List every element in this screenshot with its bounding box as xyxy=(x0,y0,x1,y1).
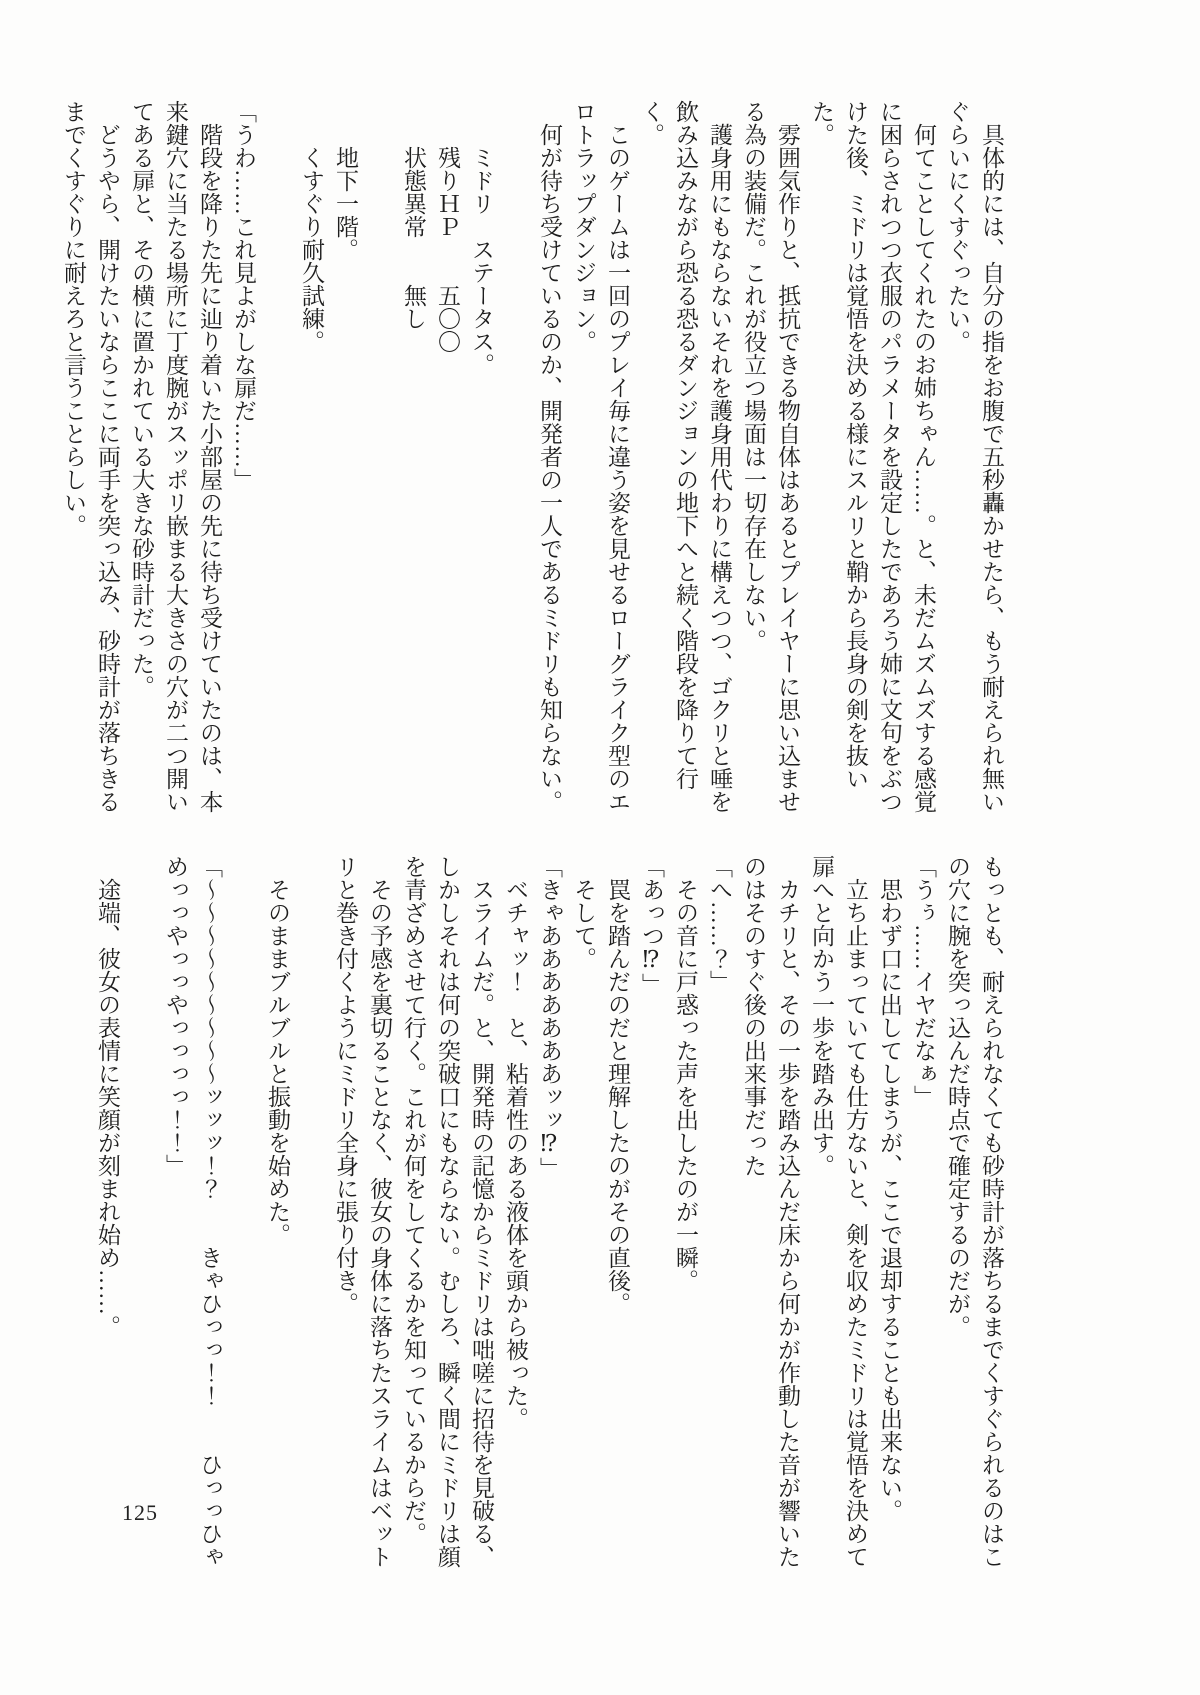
paragraph: 階段を降りた先に辿り着いた小部屋の先に待ち受けていたのは、本来鍵穴に当たる場所に丁度腕がスッポリ嵌まる大きさの穴が二つ開いてある扉と、その横に置かれている大きな砂時計だった。 xyxy=(129,100,222,813)
paragraph: くすぐり耐久試練。 xyxy=(299,146,324,353)
paragraph: 「へ……？」 xyxy=(707,855,732,993)
paragraph: その音に戸惑った声を出したのが一瞬。 xyxy=(673,878,698,1292)
paragraph: ベチャッ！ と、粘着性のある液体を頭から被った。 xyxy=(503,878,528,1430)
paragraph: 思わず口に出してしまうが、ここで退却することも出来ない。 xyxy=(877,878,902,1522)
paragraph: 具体的には、自分の指をお腹で五秒轟かせたら、もう耐えられ無いぐらいにくすぐったい。 xyxy=(945,100,1004,813)
paragraph: 「あっつ⁉」 xyxy=(639,855,664,996)
paragraph: 「きゃあああああああッッ⁉」 xyxy=(537,855,562,1180)
paragraph: 地下一階。 xyxy=(333,146,358,261)
paragraph: どうやら、開けたいならここに両手を突っ込み、砂時計が落ちきるまでくすぐりに耐えろと言うことらしい。 xyxy=(61,100,120,813)
paragraph: そのままブルブルと振動を始めた。 xyxy=(265,878,290,1246)
paragraph: 状態異常 無し xyxy=(401,146,426,330)
paragraph: 護身用にもならないそれを護身用代わりに構えつつ、ゴクリと唾を飲み込みながら恐る恐るダンジョンの地下へと続く階段を降りて行く。 xyxy=(639,100,732,813)
paragraph: 「うわ……これ見よがしな扉だ……」 xyxy=(231,100,256,491)
paragraph: 何てことしてくれたのお姉ちゃん……。と、未だムズムズする感覚に困らされつつ衣服のパラメータを設定したであろう姉に文句をぶつけた後、ミドリは覚悟を決める様にスルリと鞘から長身の剣を抜いた。 xyxy=(809,100,936,813)
bottom-text-block xyxy=(90,855,1008,1568)
paragraph: スライムだ。と、開発時の記憶からミドリは咄嗟に招待を見破る、しかしそれは何の突破口にもならない。むしろ、瞬く間にミドリは顔を青ざめさせて行く。これが何をしてくるかを知っているからだ。 xyxy=(401,855,494,1568)
paragraph: カチリと、その一歩を踏み込んだ床から何かが作動した音が響いたのはそのすぐ後の出来事だった xyxy=(741,855,800,1568)
paragraph: もっとも、耐えられなくても砂時計が落ちるまでくすぐられるのはこの穴に腕を突っ込んだ時点で確定するのだが。 xyxy=(945,855,1004,1568)
paragraph: 何が待ち受けているのか、開発者の一人であるミドリも知らない。 xyxy=(537,123,562,813)
paragraph: 立ち止まっていても仕方ないと、剣を収めたミドリは覚悟を決めて扉へと向かう一歩を踏み出す。 xyxy=(809,855,868,1568)
paragraph: 途端、彼女の表情に笑顔が刻まれ始め……。 xyxy=(95,878,120,1338)
paragraph: 「うぅ……イヤだなぁ」 xyxy=(911,855,936,1108)
paragraph: そして。 xyxy=(571,878,596,970)
paragraph: 罠を踏んだのだと理解したのがその直後。 xyxy=(605,878,630,1315)
paragraph: その予感を裏切ることなく、彼女の身体に落ちたスライムはベットリと巻き付くようにミドリ全身に張り付き。 xyxy=(333,855,392,1568)
paragraph: 残りＨＰ 五〇〇 xyxy=(435,146,460,353)
paragraph: 雰囲気作りと、抵抗できる物自体はあるとプレイヤーに思い込ませる為の装備だ。これが役立つ場面は一切存在しない。 xyxy=(741,100,800,813)
top-text-block xyxy=(56,100,1008,813)
paragraph: 「～～～～～～～～～ッッッ！？ きゃひっっ！！ ひっっひゃめっっやっっやっっっっ！！」 xyxy=(163,855,222,1568)
paragraph: このゲームは一回のプレイ毎に違う姿を見せるローグライク型のエロトラップダンジョン。 xyxy=(571,100,630,813)
paragraph: ミドリ ステータス。 xyxy=(469,146,494,376)
page-number: 125 xyxy=(122,1500,158,1525)
